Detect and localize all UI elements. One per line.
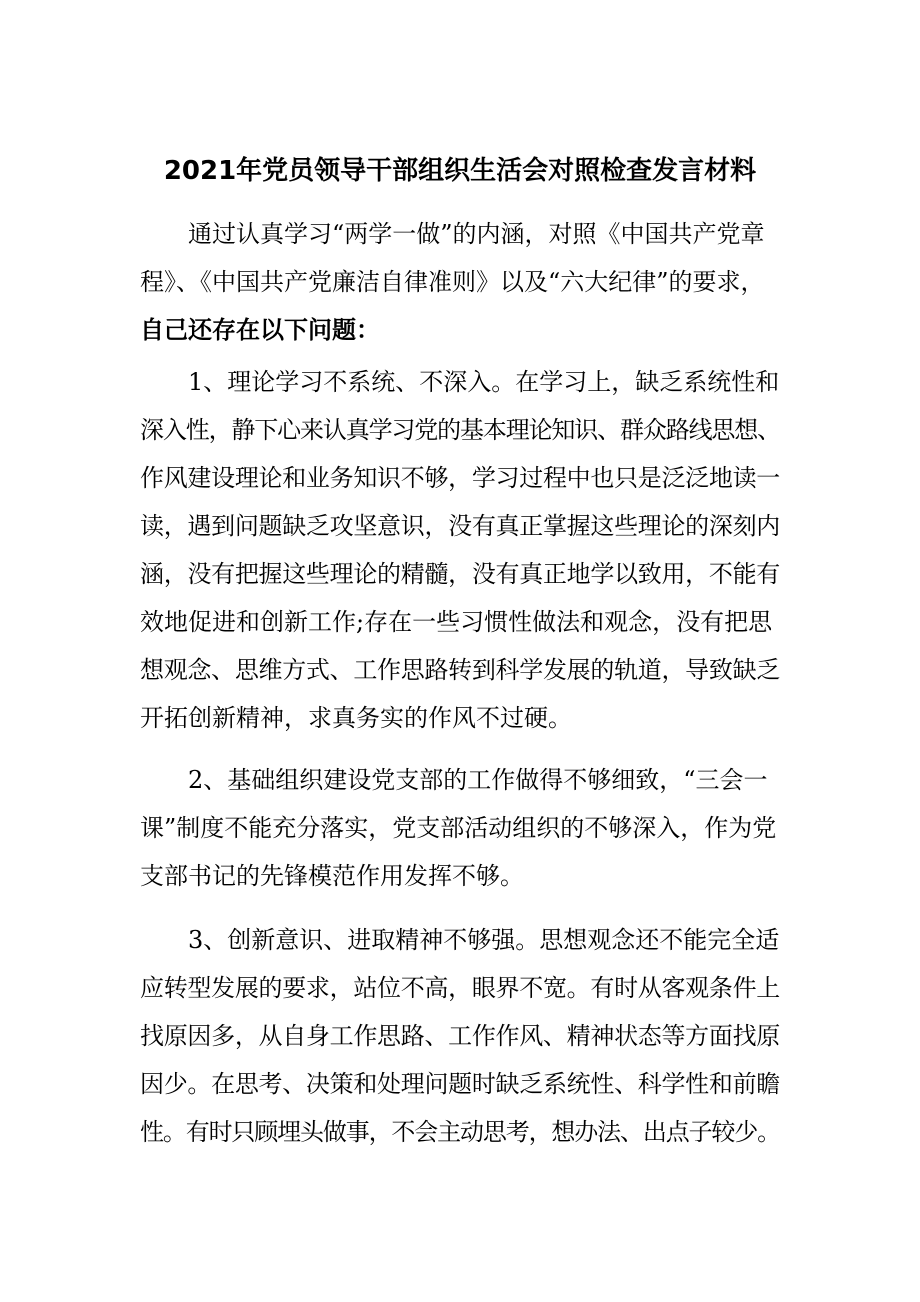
- text-line: 1、理论学习不系统、不深入。在学习上，缺乏系统性和: [188, 368, 780, 396]
- item-1-paragraph: [140, 358, 780, 742]
- intro-paragraph: [140, 210, 780, 354]
- item-3-paragraph: [140, 916, 780, 1156]
- text-line: 作风建设理论和业务知识不够，学习过程中也只是泛泛地读一: [140, 464, 780, 492]
- text-line: 2、基础组织建设党支部的工作做得不够细致，“三会一: [188, 766, 768, 794]
- bold-text-line: 自己还存在以下问题：: [140, 316, 380, 344]
- text-line: 想观念、思维方式、工作思路转到科学发展的轨道，导致缺乏: [140, 656, 780, 684]
- text-line: 通过认真学习“两学一做”的内涵，对照《中国共产党章: [188, 220, 765, 248]
- text-line: 课”制度不能充分落实，党支部活动组织的不够深入，作为党: [140, 814, 777, 842]
- item-2-paragraph: [140, 756, 780, 900]
- text-line: 读，遇到问题缺乏攻坚意识，没有真正掌握这些理论的深刻内: [140, 512, 780, 540]
- document-title: 2021年党员领导干部组织生活会对照检查发言材料: [163, 156, 757, 186]
- text-line: 找原因多，从自身工作思路、工作作风、精神状态等方面找原: [140, 1022, 780, 1050]
- text-line: 性。有时只顾埋头做事，不会主动思考，想办法、出点子较少。: [140, 1118, 780, 1146]
- text-line: 3、创新意识、进取精神不够强。思想观念还不能完全适: [188, 926, 780, 954]
- text-line: 因少。在思考、决策和处理问题时缺乏系统性、科学性和前瞻: [140, 1070, 780, 1098]
- text-line: 深入性，静下心来认真学习党的基本理论知识、群众路线思想、: [140, 416, 780, 444]
- text-line: 应转型发展的要求，站位不高，眼界不宽。有时从客观条件上: [140, 974, 780, 1002]
- text-line: 程》、《中国共产党廉洁自律准则》以及“六大纪律”的要求，: [140, 268, 765, 296]
- text-line: 开拓创新精神，求真务实的作风不过硬。: [140, 704, 572, 732]
- text-line: 支部书记的先锋模范作用发挥不够。: [140, 862, 524, 890]
- text-line: 涵，没有把握这些理论的精髓，没有真正地学以致用，不能有: [140, 560, 780, 588]
- text-line: 效地促进和创新工作;存在一些习惯性做法和观念，没有把思: [140, 608, 773, 636]
